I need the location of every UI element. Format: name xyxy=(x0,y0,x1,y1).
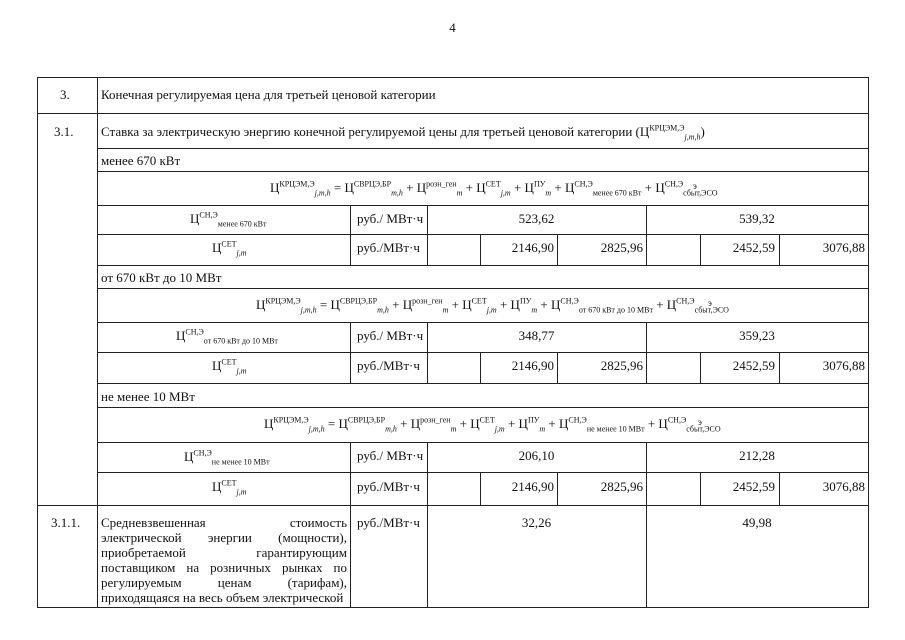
value-cell: 2825,96 xyxy=(600,240,643,255)
group-label: не менее 10 МВт xyxy=(101,389,195,404)
sn-label: $Ц^{СН,Э}_{от 670 кВт до 10 МВт}$ xyxy=(176,327,278,346)
row-divider xyxy=(37,113,869,114)
value-cell: 212,28 xyxy=(739,448,775,463)
set-label: $Ц^{СЕТ}_{j,m}$ xyxy=(212,357,247,376)
group-label: от 670 кВт до 10 МВт xyxy=(101,270,222,285)
row-divider xyxy=(97,383,869,384)
col-divider xyxy=(350,322,351,383)
value-cell: 3076,88 xyxy=(822,358,865,373)
description-line: приобретаемой гарантирующим xyxy=(101,545,347,560)
value-cell: 3076,88 xyxy=(822,479,865,494)
section-number: 3.1.1. xyxy=(51,515,81,530)
group-label: менее 670 кВт xyxy=(101,153,181,168)
section-title: Конечная регулируемая цена для третьей ценовой категории xyxy=(101,87,436,102)
description-line: регулируемым ценам (тарифам), xyxy=(101,575,347,590)
description-line: Средневзвешенная стоимость xyxy=(101,515,347,530)
row-divider xyxy=(37,505,869,506)
formula-mark: э xyxy=(698,417,702,427)
section-number: 3.1. xyxy=(54,124,74,139)
value-cell: 2146,90 xyxy=(511,479,554,494)
row-divider xyxy=(97,352,869,353)
unit: руб./ МВт·ч xyxy=(357,328,424,343)
value-cell: 2146,90 xyxy=(511,358,554,373)
value-cell: 348,77 xyxy=(518,328,555,343)
row-divider xyxy=(97,407,869,408)
value-cell: 2452,59 xyxy=(732,358,775,373)
num-col-divider xyxy=(97,77,98,608)
row-divider xyxy=(97,148,869,149)
formula: $Ц^{КРЦЭМ,Э}_{j,m,h} = Ц^{СВРЦЭ,БР}_{m,h} + Ц^{розн\_ген}_m + Ц^{СЕТ}_{j,m} + Ц^{ПУ}_m + Ц^{СН,Э}_{от 670 кВт до 10 МВт} + Ц^{СН,Э}_{сбыт,ЭСО}$ xyxy=(256,296,729,315)
formula: $Ц^{КРЦЭМ,Э}_{j,m,h} = Ц^{СВРЦЭ,БР}_{m,h} + Ц^{розн\_ген}_m + Ц^{СЕТ}_{j,m} + Ц^{ПУ}_m + Ц^{СН,Э}_{не менее 10 МВт} + Ц^{СН,Э}_{сбыт,ЭСО}$ xyxy=(264,415,721,434)
row-divider xyxy=(97,288,869,289)
set-label: $Ц^{СЕТ}_{j,m}$ xyxy=(212,478,247,497)
table-border-bottom xyxy=(37,607,869,608)
description-line: приходящаяся на весь объем электрической xyxy=(101,590,344,605)
unit: руб./МВт·ч xyxy=(357,479,420,494)
formula-mark: э xyxy=(693,181,697,191)
unit: руб./МВт·ч xyxy=(357,515,420,530)
section-title: Ставка за электрическую энергию конечной регулируемой цены для третьей ценовой категории $(Ц^{КРЦЭМ,Э}_{j,m,h})$ xyxy=(101,123,705,142)
description-line: поставщиком на розничных рынках по xyxy=(101,560,347,575)
section-description xyxy=(101,515,347,605)
row-divider xyxy=(97,322,869,323)
value-cell: 2825,96 xyxy=(600,479,643,494)
value-cell: 3076,88 xyxy=(822,240,865,255)
sn-label: $Ц^{СН,Э}_{не менее 10 МВт}$ xyxy=(184,448,270,467)
table-border-top xyxy=(37,77,869,78)
row-divider xyxy=(97,472,869,473)
page-number: 4 xyxy=(449,20,456,35)
value-cell: 2452,59 xyxy=(732,479,775,494)
table-border-right xyxy=(868,77,869,608)
row-divider xyxy=(97,234,869,235)
set-label: $Ц^{СЕТ}_{j,m}$ xyxy=(212,239,247,258)
unit: руб./ МВт·ч xyxy=(357,448,424,463)
formula: $Ц^{КРЦЭМ,Э}_{j,m,h} = Ц^{СВРЦЭ,БР}_{m,h} + Ц^{розн\_ген}_m + Ц^{СЕТ}_{j,m} + Ц^{ПУ}_m + Ц^{СН,Э}_{менее 670 кВт} + Ц^{СН,Э}_{сбыт,ЭСО}$ xyxy=(270,179,718,198)
formula-mark: э xyxy=(708,298,712,308)
col-divider xyxy=(350,442,351,607)
section-number: 3. xyxy=(60,87,70,102)
description-line: электрической энергии (мощности), xyxy=(101,530,347,545)
value-cell: 49,98 xyxy=(742,515,772,530)
value-cell: 2825,96 xyxy=(600,358,643,373)
row-divider xyxy=(97,171,869,172)
value-cell: 539,32 xyxy=(739,211,775,226)
value-cell: 523,62 xyxy=(518,211,555,226)
unit: руб./МВт·ч xyxy=(357,358,420,373)
value-cell: 32,26 xyxy=(521,515,552,530)
unit: руб./ МВт·ч xyxy=(357,211,424,226)
col-divider xyxy=(350,205,351,265)
row-divider xyxy=(97,205,869,206)
value-cell: 2146,90 xyxy=(511,240,554,255)
unit: руб./МВт·ч xyxy=(357,240,420,255)
table-border-left xyxy=(37,77,38,608)
row-divider xyxy=(97,442,869,443)
row-divider xyxy=(97,265,869,266)
value-cell: 2452,59 xyxy=(732,240,775,255)
value-cell: 206,10 xyxy=(518,448,555,463)
value-cell: 359,23 xyxy=(739,328,775,343)
sn-label: $Ц^{СН,Э}_{менее 670 кВт}$ xyxy=(190,210,267,229)
